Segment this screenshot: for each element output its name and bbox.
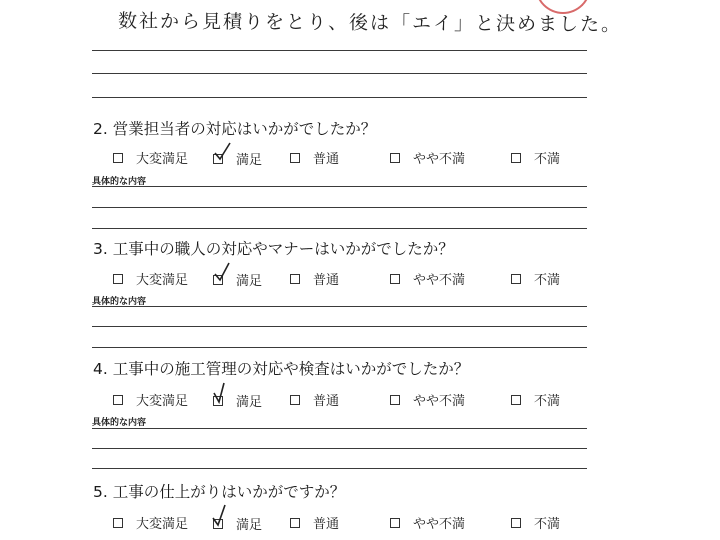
checkmark-icon: [212, 383, 234, 405]
option-somewhat-dissatisfied[interactable]: やや不満: [390, 148, 465, 167]
question-title: 2. 営業担当者の対応はいかがでしたか？: [93, 120, 377, 138]
option-satisfied[interactable]: 満足: [213, 149, 262, 168]
checkbox[interactable]: [511, 518, 521, 528]
checkbox[interactable]: [511, 153, 521, 163]
detail-label: 具体的な内容: [92, 177, 147, 187]
option-dissatisfied[interactable]: 不満: [511, 148, 560, 167]
question-title: 3. 工事中の職人の対応やマナーはいかがでしたか？: [93, 240, 454, 258]
comment-line: [92, 347, 587, 348]
comment-line: [92, 50, 587, 51]
checkbox-checked[interactable]: [213, 396, 223, 406]
comment-line: [92, 306, 587, 307]
checkbox[interactable]: [290, 395, 300, 405]
option-somewhat-dissatisfied[interactable]: やや不満: [390, 390, 465, 409]
option-dissatisfied[interactable]: 不満: [511, 269, 560, 288]
comment-line: [92, 97, 587, 98]
detail-label: 具体的な内容: [92, 297, 147, 307]
option-very-satisfied[interactable]: 大変満足: [113, 269, 188, 288]
comment-line: [92, 326, 587, 327]
checkbox[interactable]: [390, 153, 400, 163]
question-title: 5. 工事の仕上がりはいかがですか？: [93, 483, 346, 501]
handwritten-comment: 数社から見積りをとり、後は「エイ」と決めました。: [117, 10, 623, 36]
checkbox[interactable]: [290, 518, 300, 528]
option-very-satisfied[interactable]: 大変満足: [113, 513, 188, 532]
option-satisfied[interactable]: 満足: [213, 514, 262, 533]
checkbox[interactable]: [113, 274, 123, 284]
checkbox[interactable]: [290, 274, 300, 284]
option-neutral[interactable]: 普通: [290, 269, 339, 288]
option-somewhat-dissatisfied[interactable]: やや不満: [390, 513, 465, 532]
comment-line: [92, 428, 587, 429]
option-satisfied[interactable]: 満足: [213, 391, 262, 410]
option-dissatisfied[interactable]: 不満: [511, 513, 560, 532]
option-neutral[interactable]: 普通: [290, 148, 339, 167]
question-title: 4. 工事中の施工管理の対応や検査はいかがでしたか？: [93, 360, 470, 378]
option-somewhat-dissatisfied[interactable]: やや不満: [390, 269, 465, 288]
checkbox[interactable]: [511, 395, 521, 405]
checkmark-icon: [212, 141, 234, 163]
option-satisfied[interactable]: 満足: [213, 270, 262, 289]
comment-line: [92, 468, 587, 469]
checkmark-icon: [212, 262, 234, 284]
option-very-satisfied[interactable]: 大変満足: [113, 390, 188, 409]
comment-line: [92, 186, 587, 187]
detail-label: 具体的な内容: [92, 418, 147, 428]
option-very-satisfied[interactable]: 大変満足: [113, 148, 188, 167]
checkbox[interactable]: [113, 153, 123, 163]
option-neutral[interactable]: 普通: [290, 390, 339, 409]
checkbox[interactable]: [390, 395, 400, 405]
checkbox[interactable]: [390, 274, 400, 284]
checkbox-checked[interactable]: [213, 154, 223, 164]
comment-line: [92, 228, 587, 229]
comment-line: [92, 207, 587, 208]
checkbox[interactable]: [390, 518, 400, 528]
checkmark-icon: [212, 506, 234, 528]
checkbox[interactable]: [290, 153, 300, 163]
option-dissatisfied[interactable]: 不満: [511, 390, 560, 409]
checkbox[interactable]: [113, 518, 123, 528]
checkbox-checked[interactable]: [213, 275, 223, 285]
comment-line: [92, 73, 587, 74]
checkbox[interactable]: [511, 274, 521, 284]
checkbox[interactable]: [113, 395, 123, 405]
comment-line: [92, 448, 587, 449]
option-neutral[interactable]: 普通: [290, 513, 339, 532]
checkbox-checked[interactable]: [213, 519, 223, 529]
